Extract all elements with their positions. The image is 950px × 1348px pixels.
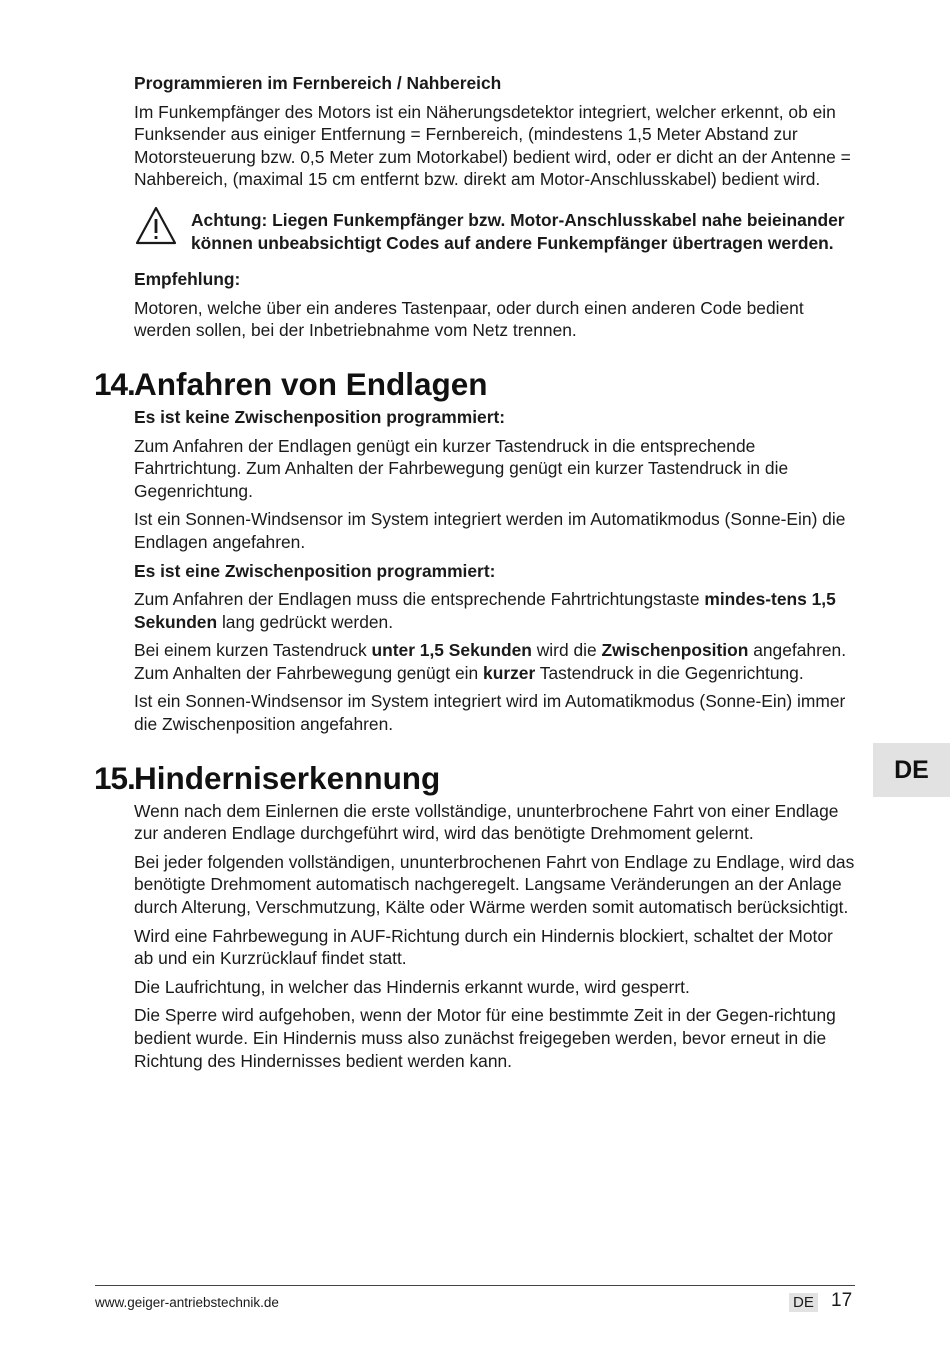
bold-run: kurzer <box>483 662 536 683</box>
footer-language-badge: DE <box>789 1293 818 1312</box>
footer-url: www.geiger-antriebstechnik.de <box>95 1295 279 1310</box>
recommendation-text: Motoren, welche über ein anderes Tastenpaar, oder durch einen anderen Code bedient werden sollen, bei der Inbetriebnahme vom Netz trennen. <box>134 297 804 341</box>
footer-divider <box>95 1285 855 1286</box>
section-15-p5: Die Sperre wird aufgehoben, wenn der Motor für eine bestimmte Zeit in der Gegen-richtung bedient wurde. Ein Hindernis muss also zunächst freigegeben werden, bevor erneut in die Richtung des Hindernisses bedient werden kann. <box>134 1005 836 1071</box>
section-14-sub2: Es ist eine Zwischenposition programmiert: <box>134 560 496 581</box>
section-15-p3: Wird eine Fahrbewegung in AUF-Richtung durch ein Hindernis blockiert, schaltet der Motor ab und ein Kurzrücklauf findet statt. <box>134 925 833 969</box>
section-15-p4: Die Laufrichtung, in welcher das Hindernis erkannt wurde, wird gesperrt. <box>134 976 690 997</box>
section-14-number: 14. <box>94 365 135 402</box>
section-14-title <box>94 366 856 402</box>
warning-triangle-icon <box>134 205 178 247</box>
text-run: wird die <box>531 640 602 661</box>
text-run: angefahren. Zum Anhalten der Fahrbewegung genügt ein <box>134 640 847 683</box>
section-14-sub1: Es ist keine Zwischenposition programmiert: <box>134 406 506 427</box>
section-14-p4 <box>134 639 856 684</box>
section-14-p5: Ist ein Sonnen-Windsensor im System integriert wird im Automatikmodus (Sonne-Ein) immer die Zwischenposition angefahren. <box>134 691 846 735</box>
section-15-number: 15. <box>94 759 135 796</box>
page-content <box>94 72 856 1078</box>
bold-run: Zwischenposition <box>601 640 749 661</box>
section-15-p2: Bei jeder folgenden vollständigen, ununterbrochenen Fahrt von Endlage zu Endlage, wird das benötigte Drehmoment automatisch nachgeregelt. Langsame Veränderungen an der Anlage durch Alterung, Verschmutzung, Kälte oder Wärme werden somit automatisch berücksichtigt. <box>134 851 855 918</box>
section-15-title <box>94 760 856 796</box>
recommendation-heading: Empfehlung: <box>134 269 241 290</box>
section-14-p2: Ist ein Sonnen-Windsensor im System integriert werden im Automatikmodus (Sonne-Ein) die Endlagen angefahren. <box>134 509 846 552</box>
section-14-heading: Anfahren von Endlagen <box>134 365 488 402</box>
bold-run: unter 1,5 Sekunden <box>371 640 532 661</box>
intro-text: Im Funkempfänger des Motors ist ein Näherungsdetektor integriert, welcher erkennt, ob ein Funksender aus einiger Entfernung = Fernbereich, (mindestens 1,5 Meter Abstand zur Motorsteuerung bzw. 0,5 Meter zum Motorkabel) bedient wird, oder er dicht an der Antenne = Nahbereich, (maximal 15 cm entfernt bzw. direkt am Motor-Anschlusskabel) bedient wird. <box>134 101 851 190</box>
text-run: Zum Anfahren der Endlagen muss die entsprechende Fahrtrichtungstaste <box>134 589 705 610</box>
section-15-heading: Hinderniserkennung <box>134 759 441 796</box>
bold-run: mindes-tens 1,5 Sekunden <box>134 589 836 632</box>
language-side-tab: DE <box>873 743 950 797</box>
warning-text: Achtung: Liegen Funkempfänger bzw. Motor-Anschlusskabel nahe beieinander können unbeabsichtigt Codes auf andere Funkempfänger übertragen werden. <box>191 209 845 253</box>
text-run: lang gedrückt werden. <box>217 611 394 632</box>
warning-box <box>134 209 856 254</box>
section-15-p1: Wenn nach dem Einlernen die erste vollständige, ununterbrochene Fahrt von einer Endlage zur anderen Endlage durchgeführt wird, wird das benötigte Drehmoment gelernt. <box>134 800 839 844</box>
section-14-p1: Zum Anfahren der Endlagen genügt ein kurzer Tastendruck in die entsprechende Fahrtrichtung. Zum Anhalten der Fahrbewegung genügt ein kurzer Tastendruck in die Gegenrichtung. <box>134 435 789 501</box>
footer-page-number: 17 <box>831 1290 853 1311</box>
text-run: Tastendruck in die Gegenrichtung. <box>535 662 804 683</box>
section-14-p3 <box>134 588 856 633</box>
text-run: Bei einem kurzen Tastendruck <box>134 640 372 661</box>
intro-heading: Programmieren im Fernbereich / Nahbereich <box>134 73 502 93</box>
